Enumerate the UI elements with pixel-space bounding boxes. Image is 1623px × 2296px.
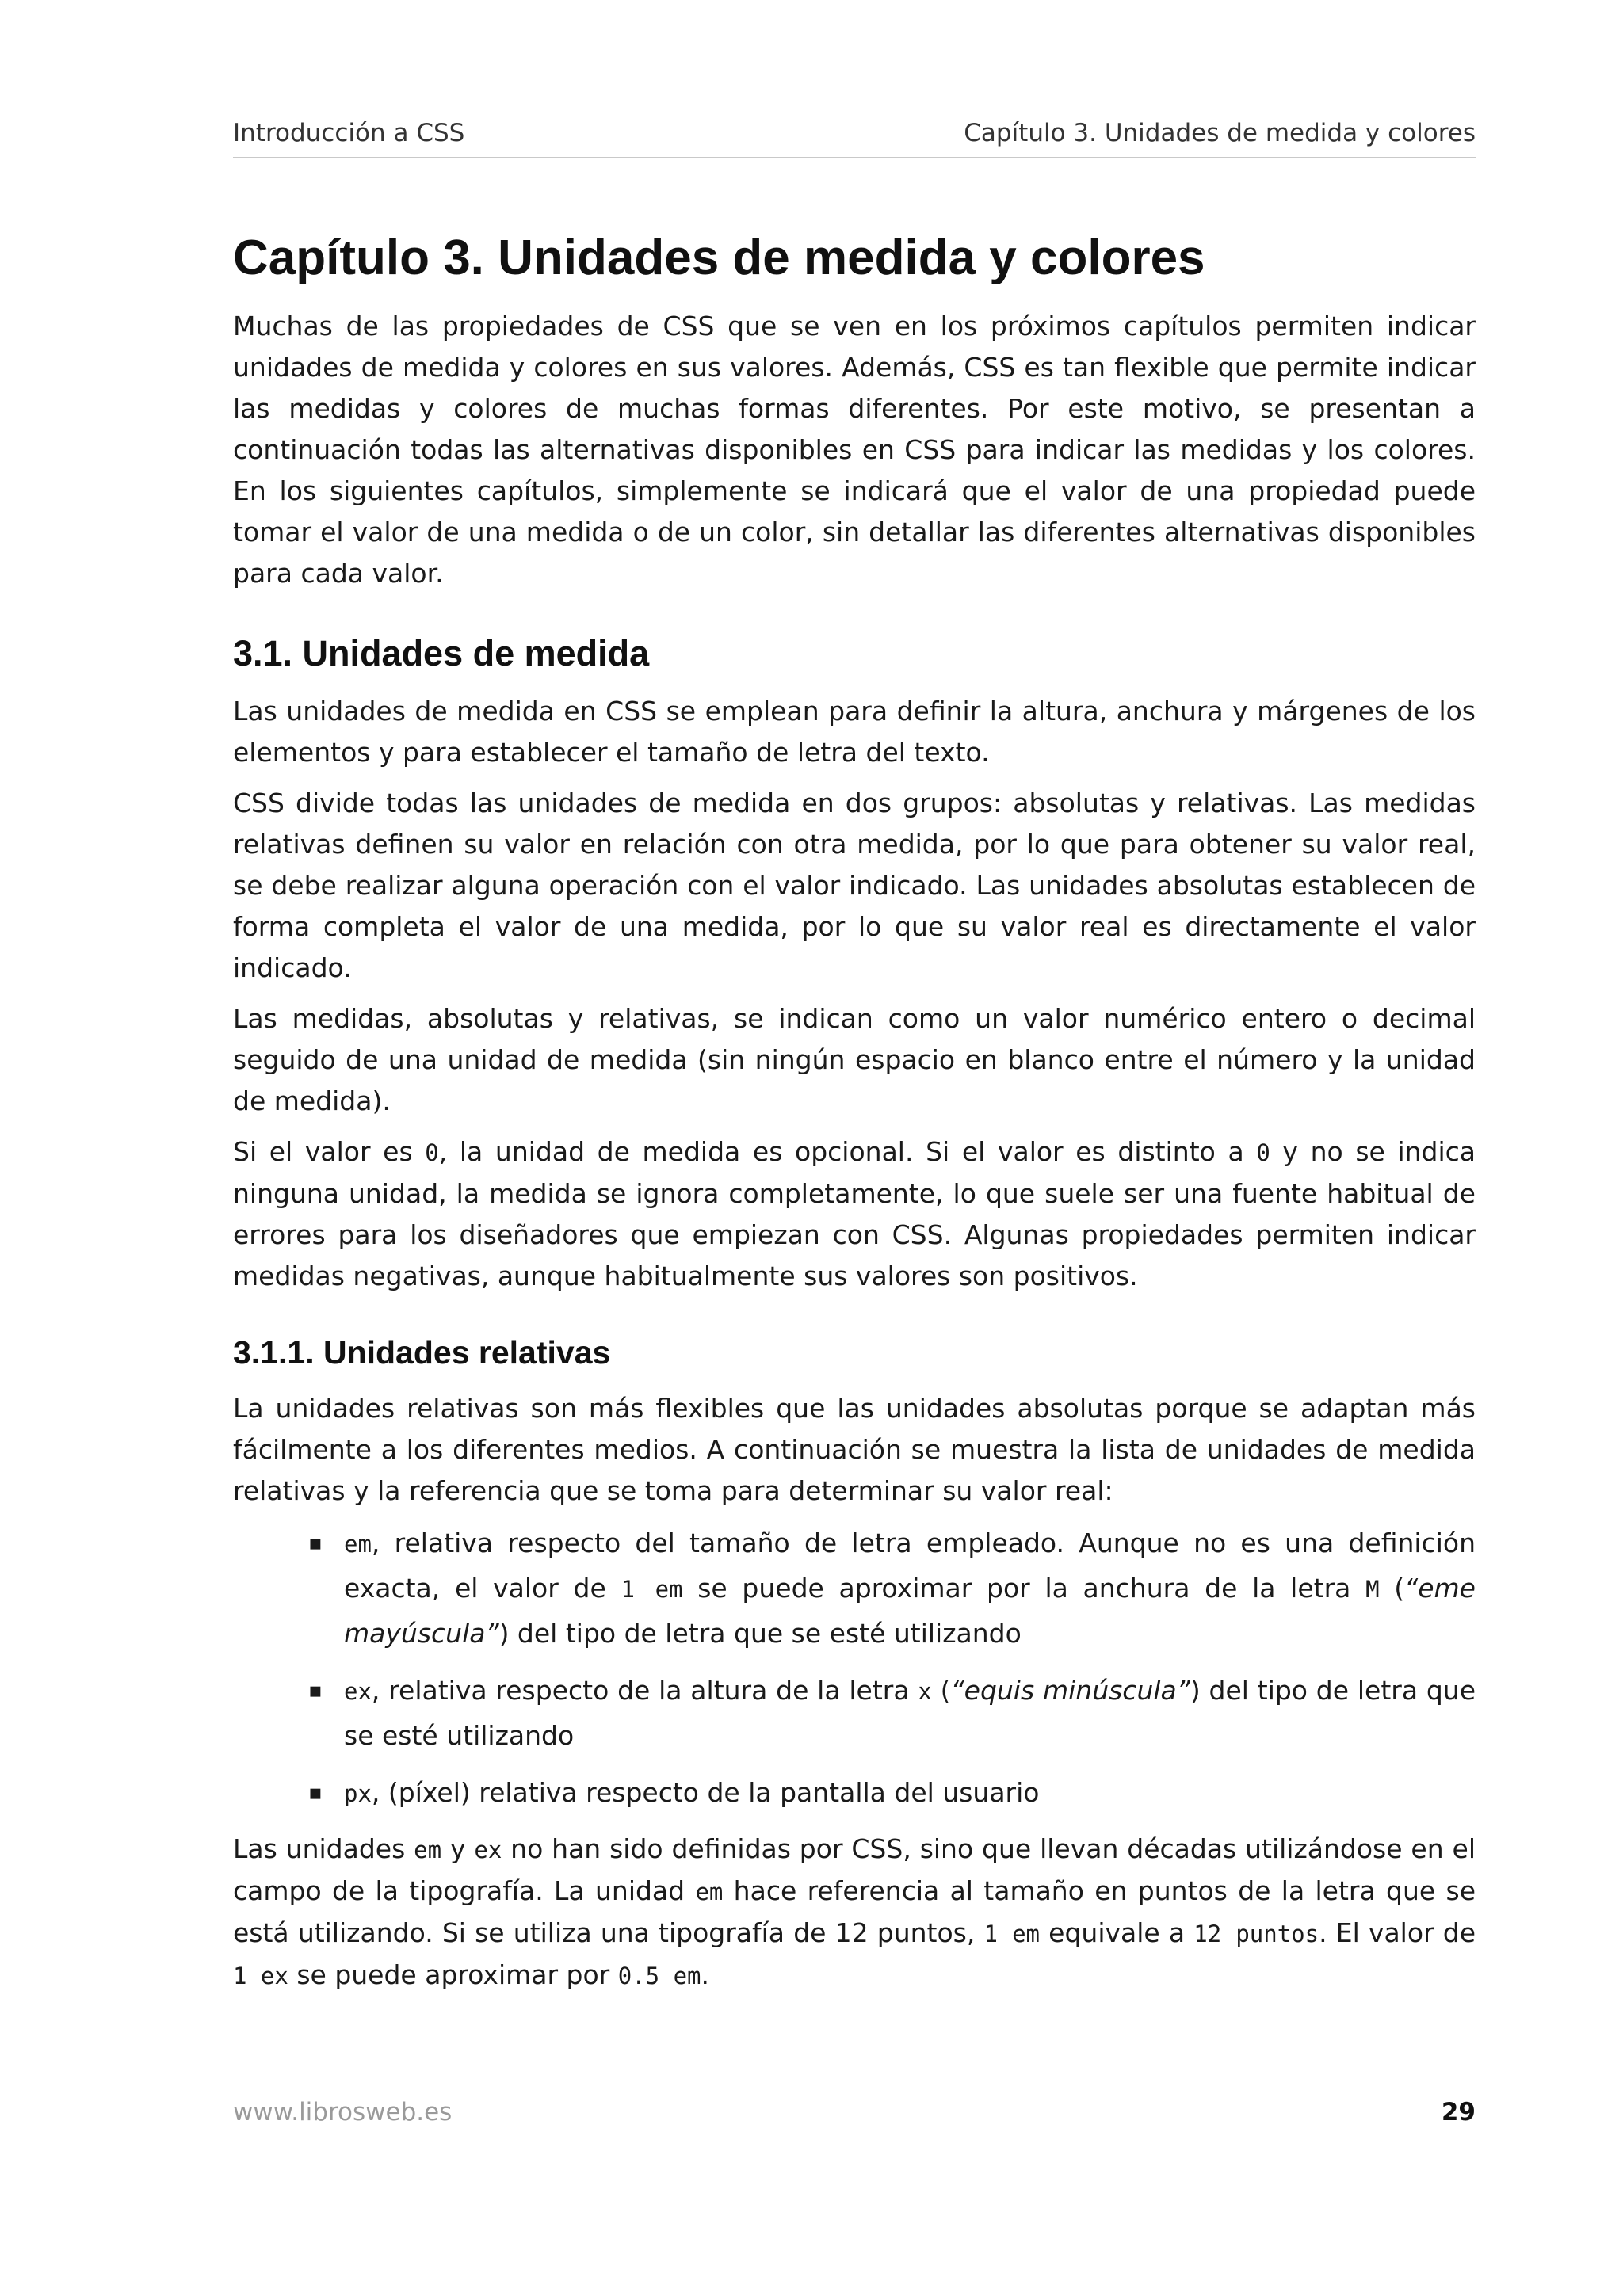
footer-site-link[interactable]: www.librosweb.es [233, 2098, 453, 2126]
inline-code: 0 [425, 1138, 439, 1166]
bullet-icon: ▪ [308, 1780, 323, 1805]
bullet-icon: ▪ [308, 1531, 323, 1555]
document-page [233, 0, 1476, 2296]
chapter-title: Capítulo 3. Unidades de medida y colores [233, 231, 1205, 285]
list-item-ex: ▪ ex, relativa respecto de la altura de la letra x (“equis minúscula”) del tipo de letra que se esté utilizando [344, 1669, 1476, 1758]
relative-units-list [233, 1521, 1476, 1816]
paragraph: Las unidades de medida en CSS se emplean para definir la altura, anchura y márgenes de los elementos y para establecer el tamaño de letra del texto. [233, 695, 1476, 768]
running-header [233, 119, 1476, 158]
list-item-em: ▪ em, relativa respecto del tamaño de letra empleado. Aunque no es una definición exacta, el valor de 1 em se puede aproximar por la anchura de la letra M (“eme mayúscula”) del tipo de letra que se esté utilizando [344, 1521, 1476, 1656]
section-title-3-1-1: 3.1.1. Unidades relativas [233, 1333, 611, 1371]
page-content [233, 231, 1476, 2006]
bullet-icon: ▪ [308, 1678, 323, 1703]
list-item-px: ▪ px, (píxel) relativa respecto de la pantalla del usuario [344, 1771, 1476, 1816]
paragraph: CSS divide todas las unidades de medida en dos grupos: absolutas y relativas. Las medidas relativas definen su valor en relación con otra medida, por lo que para obtener su valor real, se debe realizar alguna operación con el valor indicado. Las unidades absolutas establecen de forma completa el valor de una medida, por lo que su valor real es directamente el valor indicado. [233, 787, 1476, 983]
paragraph-em-ex: Las unidades em y ex no han sido definidas por CSS, sino que llevan décadas utilizándose en el campo de la tipografía. La unidad em hace referencia al tamaño en puntos de la letra que se está utilizando. Si se utiliza una tipografía de 12 puntos, 1 em equivale a 12 puntos. El valor de 1 ex se puede aproximar por 0.5 em. [233, 1833, 1476, 1990]
paragraph: La unidades relativas son más flexibles que las unidades absolutas porque se adaptan más fácilmente a los diferentes medios. A continuación se muestra la lista de unidades de medida relativas y la referencia que se toma para determinar su valor real: [233, 1392, 1476, 1506]
inline-code: 0 [1256, 1138, 1270, 1166]
paragraph-zero-value: Si el valor es 0, la unidad de medida es opcional. Si el valor es distinto a 0 y no se indica ninguna unidad, la medida se ignora completamente, lo que suele ser una fuente habitual de errores para los diseñadores que empiezan con CSS. Algunas propiedades permiten indicar medidas negativas, aunque habitualmente sus valores son positivos. [233, 1135, 1476, 1291]
section-title-3-1: 3.1. Unidades de medida [233, 633, 650, 674]
header-book-title: Introducción a CSS [233, 119, 465, 147]
paragraph: Las medidas, absolutas y relativas, se indican como un valor numérico entero o decimal seguido de una unidad de medida (sin ningún espacio en blanco entre el número y la unidad de medida). [233, 1002, 1476, 1116]
intro-paragraph: Muchas de las propiedades de CSS que se ven en los próximos capítulos permiten indicar unidades de medida y colores en sus valores. Además, CSS es tan flexible que permite indicar las medidas y colores de muchas formas diferentes. Por este motivo, se presentan a continuación todas las alternativas disponibles en CSS para indicar las medidas y los colores. En los siguientes capítulos, simplemente se indicará que el valor de una propiedad puede tomar el valor de una medida o de un color, sin detallar las diferentes alternativas disponibles para cada valor. [233, 311, 1476, 589]
header-chapter-title: Capítulo 3. Unidades de medida y colores [964, 119, 1476, 147]
page-number: 29 [1441, 2098, 1476, 2126]
